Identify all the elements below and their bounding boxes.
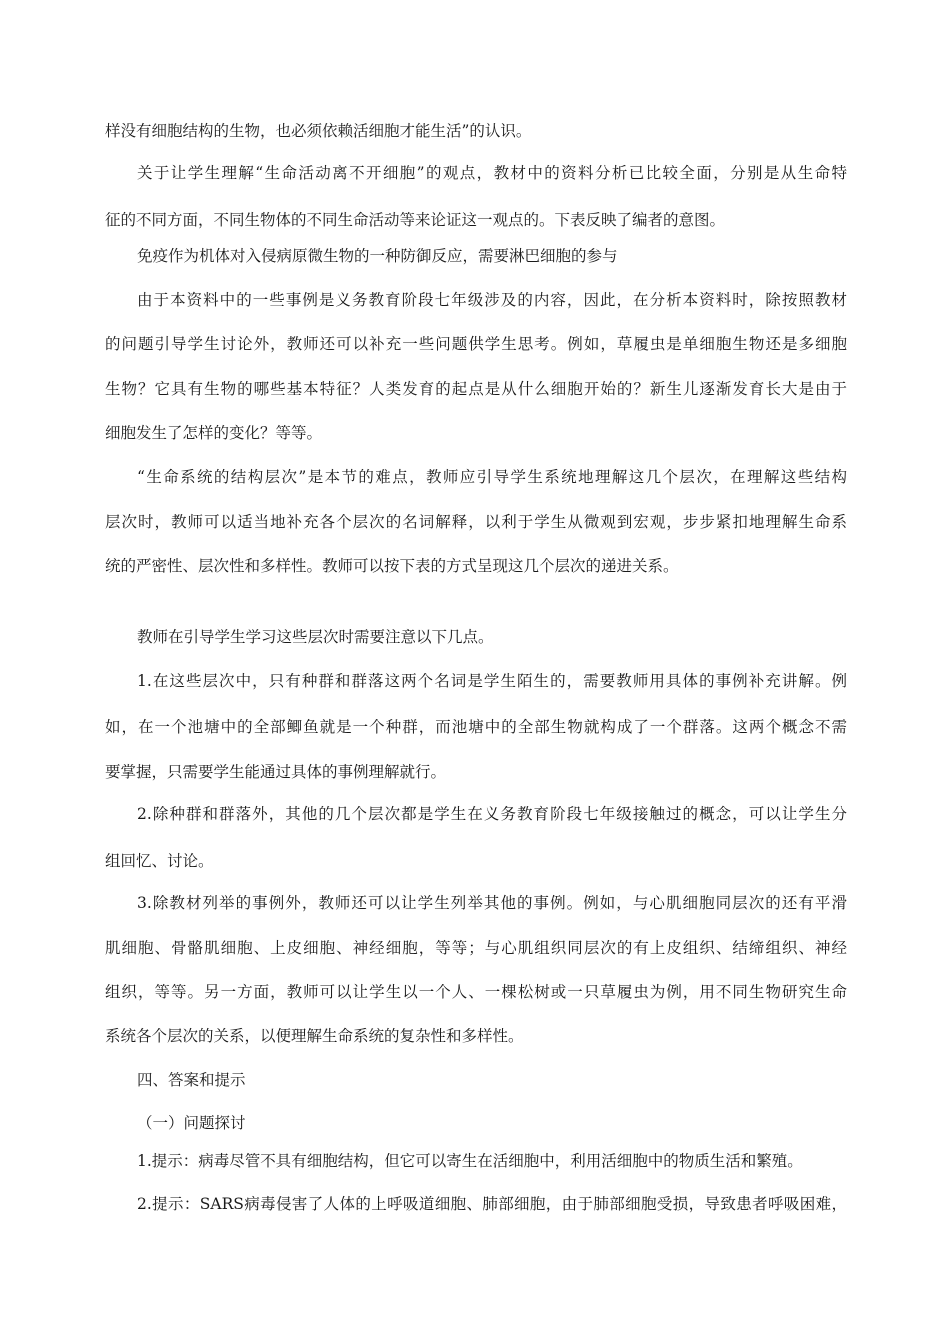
answer-line: 1.提示：病毒尽管不具有细胞结构，但它可以寄生在活细胞中，利用活细胞中的物质生活和繁殖。 [137, 1152, 803, 1170]
paragraph-line: “生命系统的结构层次”是本节的难点，教师应引导学生系统地理解这几个层次，在理解这些结构 [137, 468, 847, 486]
paragraph-line: 关于让学生理解“生命活动离不开细胞”的观点，教材中的资料分析已比较全面，分别是从生命特 [137, 164, 847, 182]
paragraph-line: 组回忆、讨论。 [105, 852, 214, 870]
paragraph-line: 如，在一个池塘中的全部鲫鱼就是一个种群，而池塘中的全部生物就构成了一个群落。这两个概念不需 [105, 718, 847, 736]
paragraph-line: 3.除教材列举的事例外，教师还可以让学生列举其他的事例。例如，与心肌细胞同层次的还有平滑 [137, 894, 847, 912]
paragraph-line: 征的不同方面，不同生物体的不同生命活动等来论证这一观点的。下表反映了编者的意图。 [105, 211, 726, 229]
section-heading: 四、答案和提示 [137, 1071, 246, 1089]
paragraph-line: 2.除种群和群落外，其他的几个层次都是学生在义务教育阶段七年级接触过的概念，可以让学生分 [137, 805, 847, 823]
paragraph-line: 生物？它具有生物的哪些基本特征？人类发育的起点是从什么细胞开始的？新生儿逐渐发育长大是由于 [105, 380, 847, 398]
subsection-heading: （一）问题探讨 [137, 1114, 246, 1132]
paragraph-line: 系统各个层次的关系，以便理解生命系统的复杂性和多样性。 [105, 1027, 524, 1045]
paragraph-line: 样没有细胞结构的生物，也必须依赖活细胞才能生活”的认识。 [105, 122, 532, 140]
paragraph-line: 层次时，教师可以适当地补充各个层次的名词解释，以利于学生从微观到宏观，步步紧扣地理解生命系 [105, 513, 847, 531]
answer-line: 2.提示：SARS病毒侵害了人体的上呼吸道细胞、肺部细胞，由于肺部细胞受损，导致患者呼吸困难， [137, 1195, 847, 1213]
paragraph-line: 肌细胞、骨骼肌细胞、上皮细胞、神经细胞，等等；与心肌组织同层次的有上皮组织、结缔组织、神经 [105, 939, 847, 957]
paragraph-line: 教师在引导学生学习这些层次时需要注意以下几点。 [137, 628, 494, 646]
paragraph-line: 由于本资料中的一些事例是义务教育阶段七年级涉及的内容，因此，在分析本资料时，除按照教材 [137, 291, 847, 309]
paragraph-line: 细胞发生了怎样的变化？等等。 [105, 424, 323, 442]
paragraph-line: 1.在这些层次中，只有种群和群落这两个名词是学生陌生的，需要教师用具体的事例补充讲解。例 [137, 672, 847, 690]
paragraph-line: 的问题引导学生讨论外，教师还可以补充一些问题供学生思考。例如，草履虫是单细胞生物还是多细胞 [105, 335, 847, 353]
paragraph-line: 免疫作为机体对入侵病原微生物的一种防御反应，需要淋巴细胞的参与 [137, 247, 618, 265]
paragraph-line: 要掌握，只需要学生能通过具体的事例理解就行。 [105, 763, 447, 781]
paragraph-line: 组织，等等。另一方面，教师可以让学生以一个人、一棵松树或一只草履虫为例，用不同生物研究生命 [105, 983, 847, 1001]
paragraph-line: 统的严密性、层次性和多样性。教师可以按下表的方式呈现这几个层次的递进关系。 [105, 557, 679, 575]
